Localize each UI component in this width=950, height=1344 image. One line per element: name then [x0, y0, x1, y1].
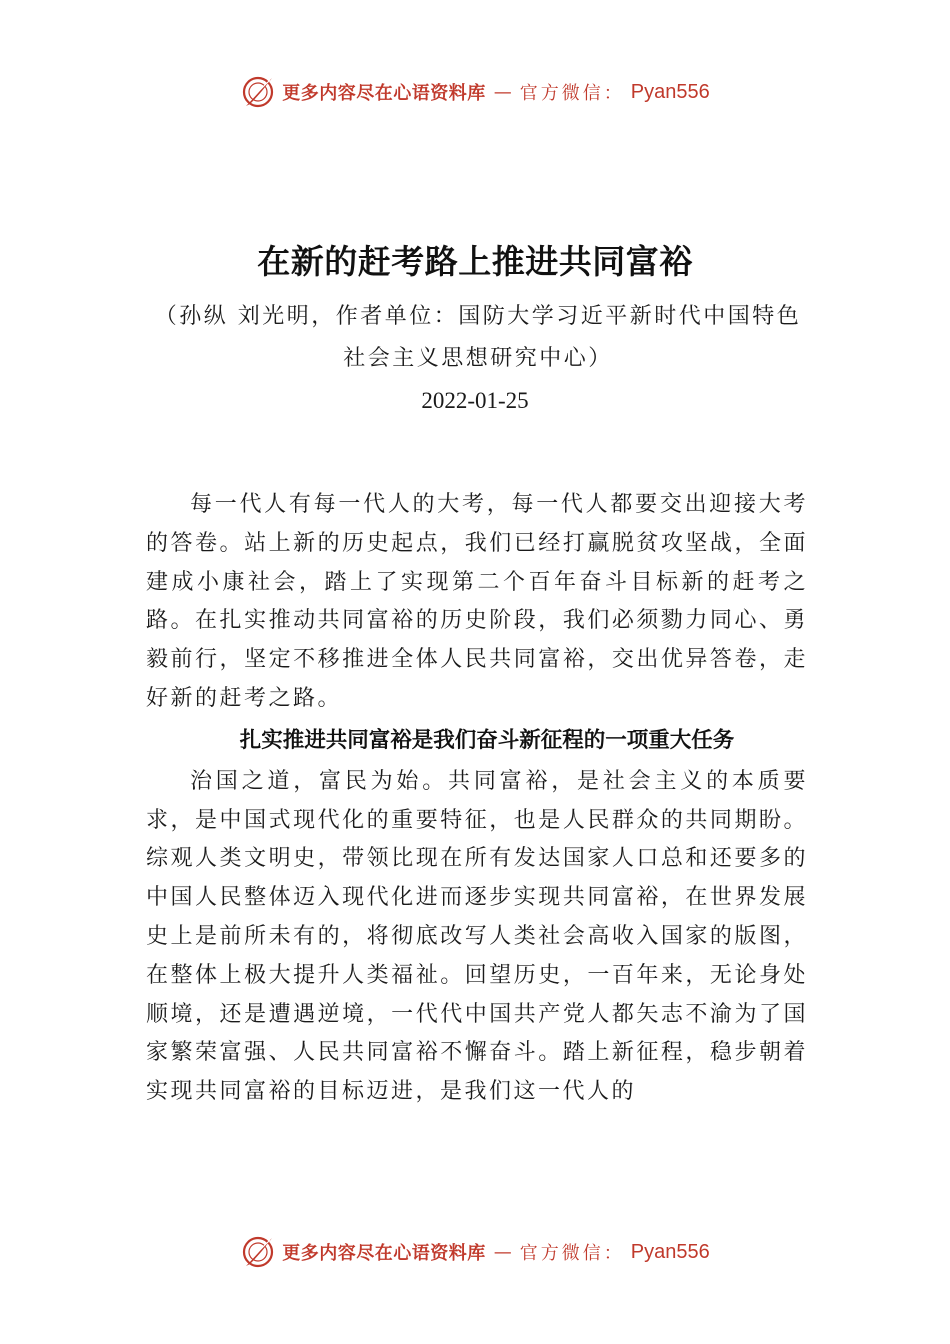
- quill-logo-icon: [240, 1234, 276, 1270]
- section-heading: 扎实推进共同富裕是我们奋斗新征程的一项重大任务: [239, 727, 735, 753]
- banner-separator: —: [493, 1241, 512, 1263]
- quill-logo-icon: [240, 74, 276, 110]
- article-authors: （孙纵 刘光明，作者单位：国防大学习近平新时代中国特色社会主义思想研究中心）: [154, 304, 802, 371]
- paragraph-intro: 每一代人有每一代人的大考，每一代人都要交出迎接大考的答卷。站上新的历史起点，我们已经打赢脱贫攻坚战，全面建成小康社会，踏上了实现第二个百年奋斗目标新的赶考之路。在扎实推动共同富裕的历史阶段，我们必须勠力同心、勇毅前行，坚定不移推进全体人民共同富裕，交出优异答卷，走好新的赶考之路。: [146, 492, 808, 711]
- wechat-label: 官方微信：: [519, 83, 625, 104]
- banner-separator: —: [493, 81, 512, 103]
- article-body: [146, 486, 808, 1112]
- paragraph-section-1: 治国之道，富民为始。共同富裕，是社会主义的本质要求，是中国式现代化的重要特征，也是人民群众的共同期盼。综观人类文明史，带领比现在所有发达国家人口总和还要多的中国人民整体迈入现代化进而逐步实现共同富裕，在世界发展史上是前所未有的，将彻底改写人类社会高收入国家的版图，在整体上极大提升人类福祉。回望历史，一百年来，无论身处顺境，还是遭遇逆境，一代代中国共产党人都矢志不渝为了国家繁荣富强、人民共同富裕不懈奋斗。踏上新征程，稳步朝着实现共同富裕的目标迈进，是我们这一代人的: [146, 768, 808, 1105]
- wechat-id: Pyan556: [630, 80, 710, 103]
- article-title: 在新的赶考路上推进共同富裕: [257, 242, 693, 281]
- library-text: 更多内容尽在心语资料库: [282, 1243, 486, 1264]
- library-text: 更多内容尽在心语资料库: [282, 83, 486, 104]
- footer-watermark-banner: [0, 1232, 950, 1272]
- wechat-id: Pyan556: [630, 1240, 710, 1263]
- wechat-label: 官方微信：: [519, 1243, 625, 1264]
- header-watermark-banner: [0, 72, 950, 112]
- article-date: 2022-01-25: [421, 388, 529, 413]
